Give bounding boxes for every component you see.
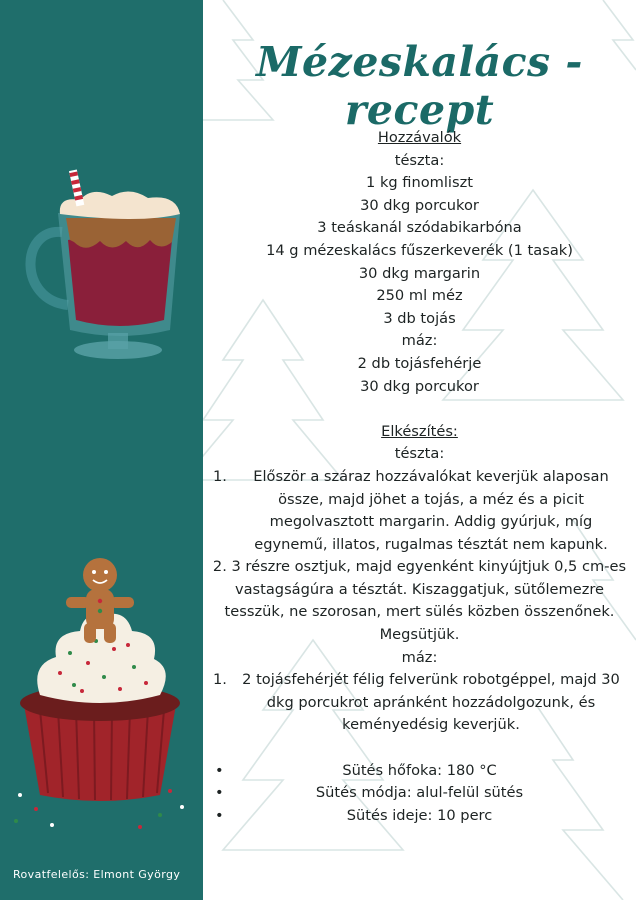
gingerbread-cupcake-icon — [0, 545, 203, 845]
dough-step — [203, 466, 636, 556]
ingredient-line: 30 dkg porcukor — [360, 377, 479, 395]
ingredient-line: 1 kg finomliszt — [366, 174, 473, 192]
step-text: 2. 3 részre osztjuk, majd egyenként kinyújtjuk 0,5 cm-es vastagságúra a tésztát. Kiszaggatjuk, sütőlemezre tesszük, ne szorosan, mert sülés közben összenőnek. Megsütjük. — [212, 558, 627, 644]
recipe-body — [203, 127, 636, 827]
preparation-heading: Elkészítés: — [381, 422, 458, 440]
mulled-wine-mug-icon — [0, 0, 203, 380]
step-text: 2 tojásfehérjét félig felverünk robotgéppel, majd 30 dkg porcukrot apránként hozzádolgozunk, és keményedésig keverjük. — [242, 671, 620, 734]
ingredient-line: 2 db tojásfehérje — [357, 354, 482, 372]
step-number: 1. — [213, 671, 227, 689]
glaze-step — [203, 669, 636, 737]
dough-label: tészta: — [394, 445, 445, 463]
baking-info-item — [203, 760, 636, 783]
ingredient-line: 3 teáskanál szódabikarbóna — [317, 219, 522, 237]
bullet: • — [215, 784, 224, 802]
bullet: • — [215, 806, 224, 824]
baking-info-item — [203, 805, 636, 828]
ingredient-line: 250 ml méz — [376, 287, 463, 305]
ingredients-heading: Hozzávalók — [377, 129, 462, 146]
ingredient-line: 14 g mézeskalács fűszerkeverék (1 tasak) — [266, 241, 573, 259]
baking-info-text: Sütés hőfoka: 180 °C — [342, 761, 497, 779]
bullet: • — [215, 761, 224, 779]
ingredient-line: máz: — [401, 332, 438, 350]
step-number: 1. — [213, 467, 227, 485]
dough-step — [203, 556, 636, 646]
baking-info-item — [203, 782, 636, 805]
author-credit: Rovatfelelős: Elmont György — [13, 868, 181, 881]
page-title: Mézeskalács - recept — [256, 38, 583, 134]
sidebar-panel — [0, 0, 203, 900]
step-text: Először a száraz hozzávalókat keverjük alaposan össze, majd jöhet a tojás, a méz és a picit megolvasztott margarin. Addig gyúrjuk, míg egynemű, illatos, rugalmas tésztát nem kapunk. — [253, 467, 609, 553]
glaze-label: máz: — [401, 648, 438, 666]
baking-info-text: Sütés módja: alul-felül sütés — [315, 784, 524, 802]
ingredient-line: 30 dkg margarin — [358, 264, 481, 282]
ingredient-line: tészta: — [394, 151, 445, 169]
baking-info-text: Sütés ideje: 10 perc — [346, 806, 493, 824]
recipe-content — [203, 0, 636, 900]
ingredient-line: 3 db tojás — [383, 309, 456, 327]
ingredient-line: 30 dkg porcukor — [360, 196, 479, 214]
